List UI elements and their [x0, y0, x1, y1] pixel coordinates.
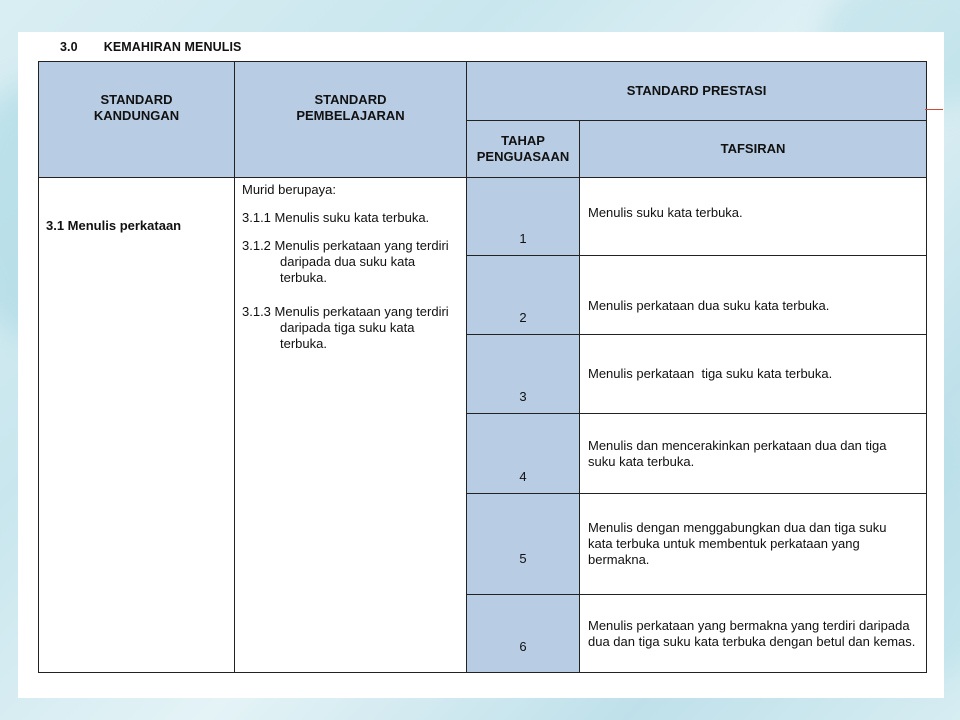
pembelajaran-item: [242, 304, 459, 352]
pembelajaran-item-continuation: daripada dua suku kata terbuka.: [280, 254, 416, 285]
pembelajaran-item-text: 3.1.3 Menulis perkataan yang terdiri: [242, 304, 449, 319]
document-page: [18, 32, 944, 698]
level-cell: [467, 335, 580, 414]
standard-kandungan-cell: [39, 178, 235, 673]
level-number: 3: [519, 389, 527, 404]
header-standard-pembelajaran-label: STANDARD PEMBELAJARAN: [296, 92, 405, 123]
level-cell: [467, 494, 580, 595]
header-standard-pembelajaran: [235, 62, 467, 178]
section-heading: [60, 40, 242, 54]
header-tafsiran-label: TAFSIRAN: [720, 141, 786, 156]
level-cell: [467, 178, 580, 256]
section-number: 3.0: [60, 40, 78, 54]
tafsiran-text: Menulis suku kata terbuka.: [588, 204, 743, 220]
tafsiran-cell: [580, 595, 927, 673]
level-number: 4: [519, 469, 527, 484]
tafsiran-text: Menulis dengan menggabungkan dua dan tiga suku kata terbuka untuk membentuk perkataan yang bermakna.: [588, 520, 887, 567]
standard-pembelajaran-cell: [235, 178, 467, 673]
pembelajaran-intro: Murid berupaya:: [242, 182, 336, 197]
standard-kandungan-text: 3.1 Menulis perkataan: [46, 218, 182, 233]
tafsiran-text: Menulis perkataan dua suku kata terbuka.: [588, 298, 830, 313]
decorative-red-line: [925, 109, 943, 110]
header-standard-prestasi-label: STANDARD PRESTASI: [626, 83, 767, 98]
level-cell: [467, 256, 580, 335]
level-cell: [467, 414, 580, 494]
tafsiran-cell: [580, 494, 927, 595]
header-standard-kandungan-label: STANDARD KANDUNGAN: [93, 92, 180, 123]
pembelajaran-item: [242, 238, 459, 286]
tafsiran-cell: [580, 414, 927, 494]
tafsiran-cell: [580, 335, 927, 414]
header-tahap-penguasaan: [467, 121, 580, 178]
tafsiran-text: Menulis perkataan tiga suku kata terbuka.: [588, 366, 833, 381]
tafsiran-text: Menulis perkataan yang bermakna yang terdiri daripada dua dan tiga suku kata terbuka dengan betul dan kemas.: [588, 617, 916, 649]
pembelajaran-item-continuation: daripada tiga suku kata terbuka.: [280, 320, 415, 351]
tafsiran-cell: [580, 256, 927, 335]
level-number: 6: [519, 639, 527, 654]
level-number: 1: [519, 231, 527, 246]
header-standard-prestasi: [467, 62, 927, 121]
header-tafsiran: [580, 121, 927, 178]
level-number: 2: [519, 310, 527, 325]
tafsiran-text: Menulis dan mencerakinkan perkataan dua dan tiga suku kata terbuka.: [588, 437, 887, 469]
pembelajaran-item-text: 3.1.2 Menulis perkataan yang terdiri: [242, 238, 449, 253]
section-title: KEMAHIRAN MENULIS: [103, 40, 242, 54]
header-standard-kandungan: [39, 62, 235, 178]
header-tahap-penguasaan-label: TAHAP PENGUASAAN: [476, 133, 570, 164]
pembelajaran-item-text: 3.1.1 Menulis suku kata terbuka.: [242, 210, 430, 225]
tafsiran-cell: [580, 178, 927, 256]
standards-table: [38, 61, 927, 673]
level-cell: [467, 595, 580, 673]
pembelajaran-item: [242, 210, 459, 226]
level-number: 5: [519, 551, 527, 566]
